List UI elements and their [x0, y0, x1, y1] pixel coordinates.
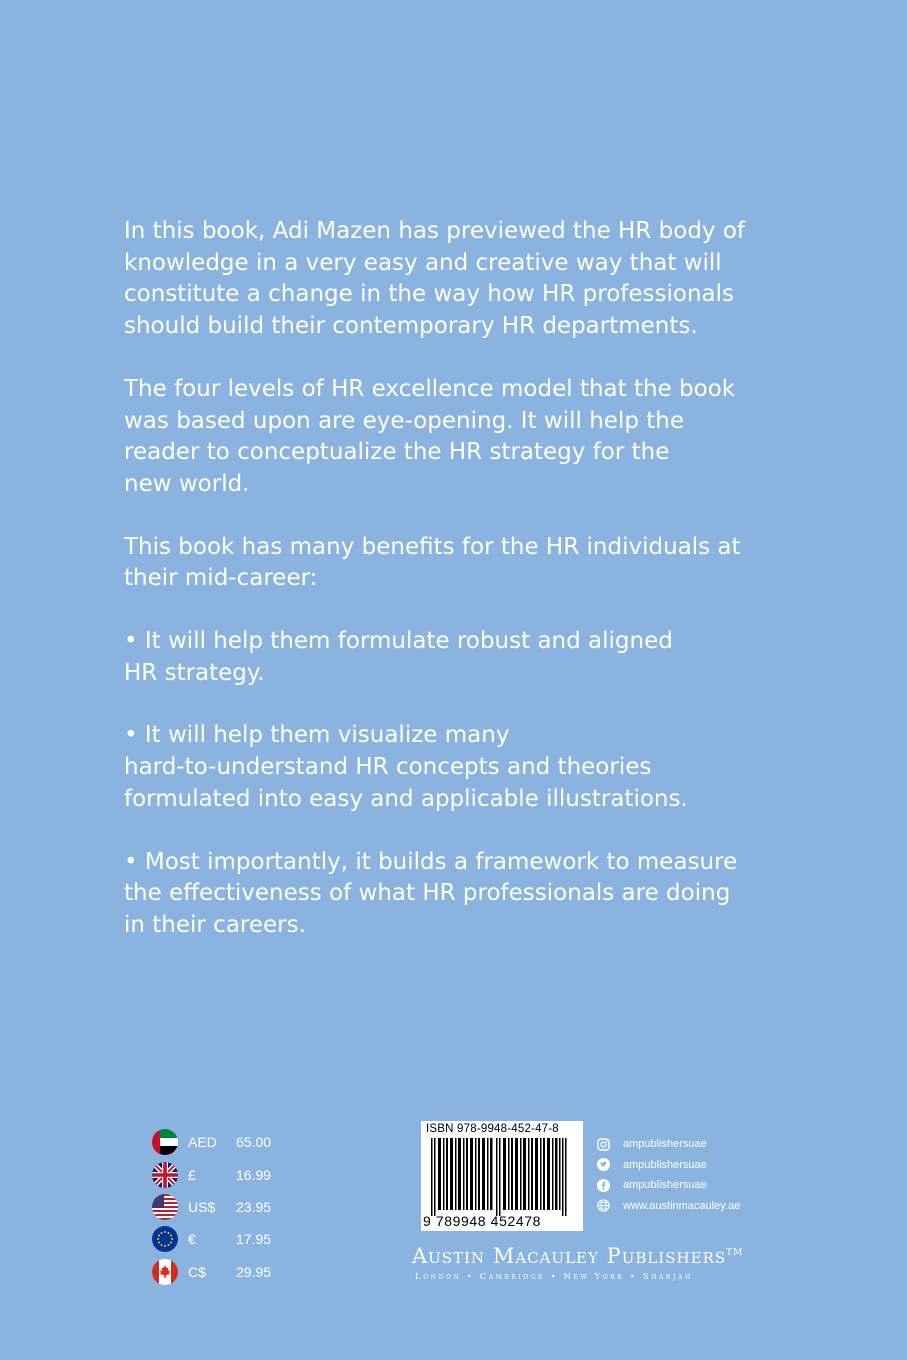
isbn-barcode: [421, 1121, 583, 1231]
uk-flag-icon: [152, 1162, 178, 1188]
price-row-usd: [152, 1191, 271, 1223]
barcode-icon: [431, 1138, 573, 1216]
currency-label: C$: [188, 1263, 206, 1280]
instagram-icon: [597, 1138, 610, 1151]
blurb-bullet-1: • It will help them formulate robust and aligned HR strategy.: [124, 628, 673, 686]
social-handle[interactable]: ampublishersuae: [623, 1138, 707, 1151]
facebook-icon: [597, 1179, 610, 1192]
price-row-cad: [152, 1256, 271, 1288]
social-row-twitter: [597, 1155, 740, 1176]
trademark-mark: TM: [726, 1248, 744, 1258]
back-cover-blurb: [124, 216, 804, 973]
currency-label: AED: [188, 1134, 217, 1151]
social-links: [597, 1134, 740, 1216]
price-amount: 65.00: [236, 1134, 272, 1151]
social-handle[interactable]: ampublishersuae: [623, 1179, 707, 1192]
currency-label: €: [188, 1231, 196, 1248]
price-list: [152, 1126, 271, 1288]
eu-flag-icon: [152, 1226, 178, 1252]
price-amount: 29.95: [236, 1263, 272, 1280]
social-row-website: [597, 1196, 740, 1217]
isbn-number: ISBN 978-9948-452-47-8: [426, 1123, 559, 1135]
publisher-cities: London • Cambridge • New York • Sharjah: [415, 1272, 693, 1282]
blurb-bullet-3: • Most importantly, it builds a framework to measure the effectiveness of what HR professionals are doing in their careers.: [124, 848, 738, 938]
barcode-digits: 9 789948 452478: [423, 1213, 541, 1229]
blurb-bullet-2: • It will help them visualize many hard-to-understand HR concepts and theories formulated into easy and applicable illustrations.: [124, 722, 688, 812]
price-row-gbp: [152, 1158, 271, 1190]
currency-label: US$: [188, 1198, 216, 1215]
blurb-paragraph-3: This book has many benefits for the HR individuals at their mid-career:: [124, 533, 741, 592]
price-amount: 23.95: [236, 1198, 272, 1215]
us-flag-icon: [152, 1194, 178, 1220]
price-amount: 16.99: [236, 1166, 272, 1183]
blurb-paragraph-2: The four levels of HR excellence model that the book was based upon are eye-opening. It will help the reader to conceptualize the HR strategy for the new world.: [124, 375, 736, 497]
globe-icon: [597, 1199, 610, 1212]
social-row-facebook: [597, 1175, 740, 1196]
currency-label: £: [188, 1166, 196, 1183]
price-row-eur: [152, 1223, 271, 1255]
price-row-aed: [152, 1126, 271, 1158]
social-handle[interactable]: ampublishersuae: [623, 1158, 707, 1171]
twitter-icon: [597, 1158, 610, 1171]
publisher-logo: [412, 1244, 762, 1268]
publisher-name: Austin Macauley Publishers: [412, 1244, 727, 1268]
social-row-instagram: [597, 1134, 740, 1155]
price-amount: 17.95: [236, 1231, 272, 1248]
blurb-paragraph-1: In this book, Adi Mazen has previewed the HR body of knowledge in a very easy and creative way that will constitute a change in the way how HR professionals should build their contemporary HR departments.: [124, 218, 746, 340]
website-link[interactable]: www.austinmacauley.ae: [623, 1199, 741, 1212]
uae-flag-icon: [152, 1129, 178, 1155]
canada-flag-icon: [152, 1259, 178, 1285]
